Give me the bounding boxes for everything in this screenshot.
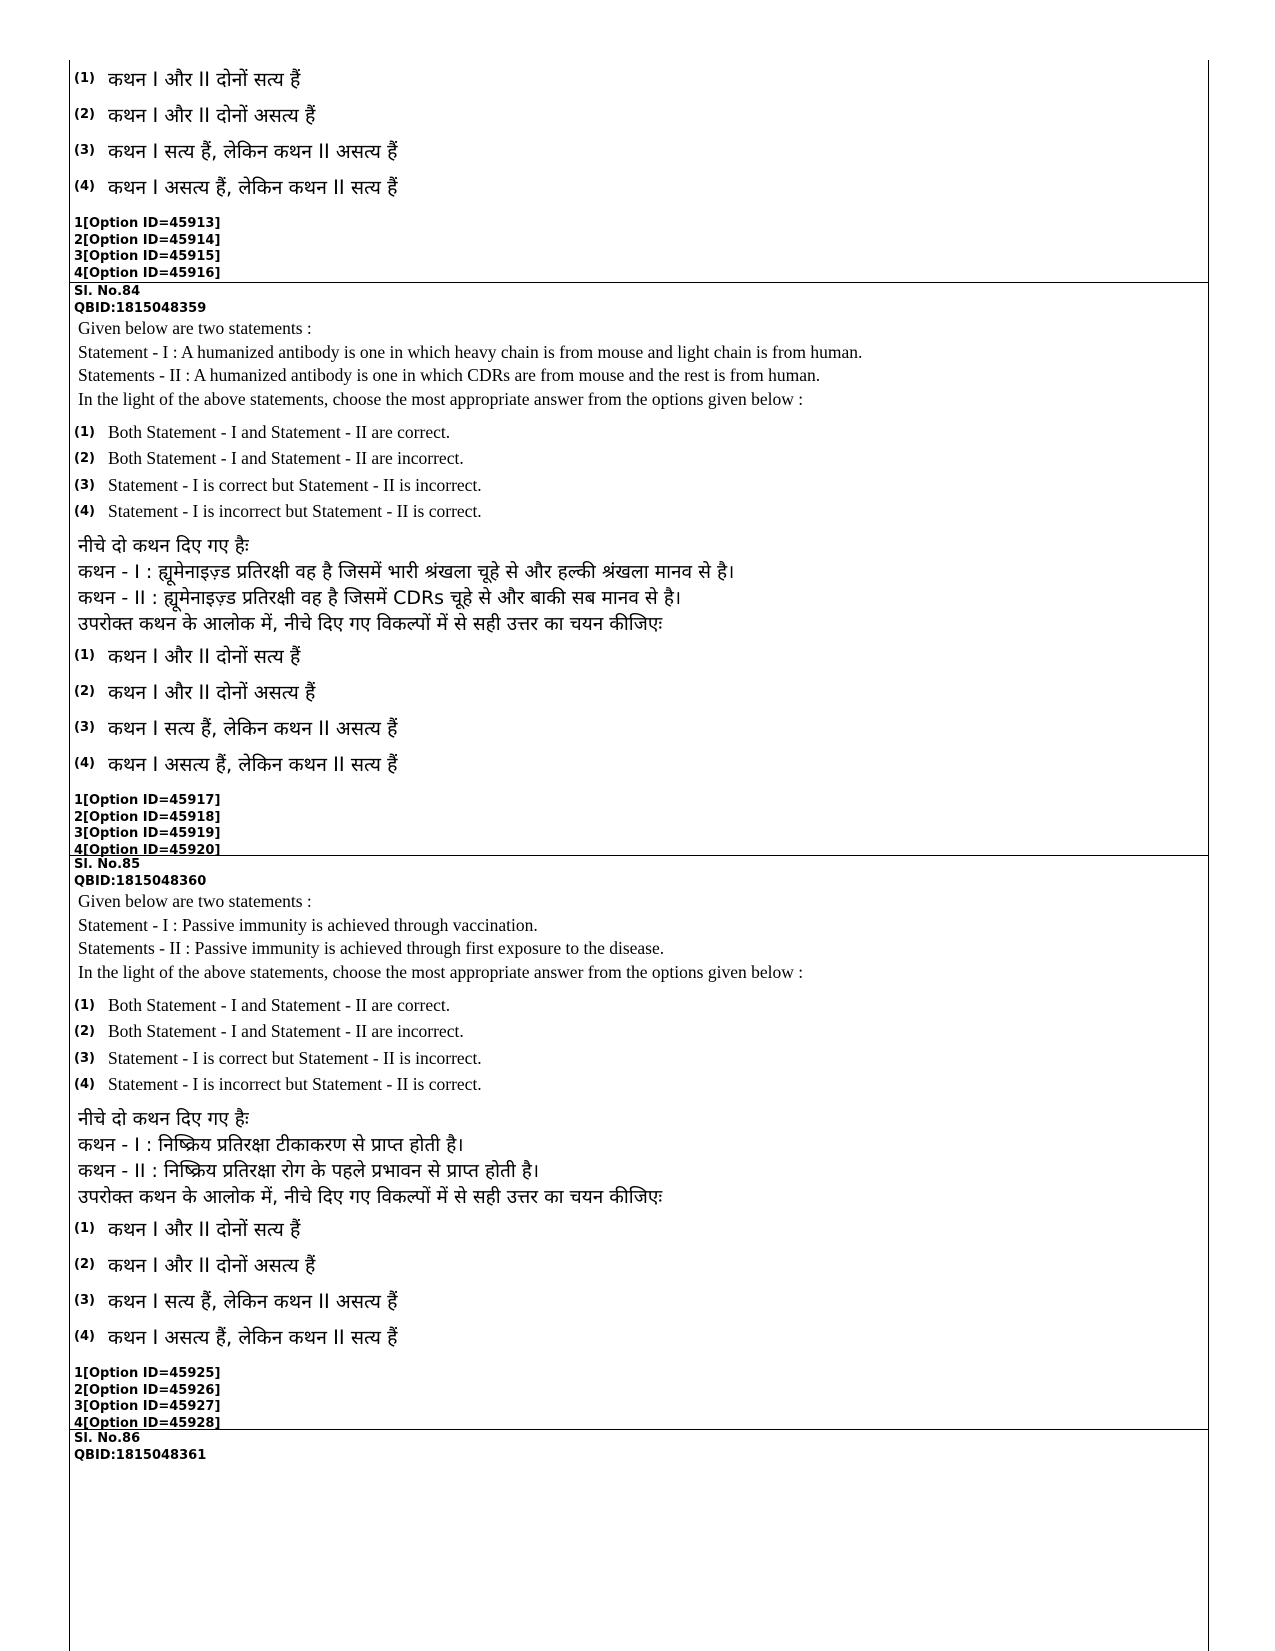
option-id: 3[Option ID=45927] [74, 1399, 221, 1414]
hindi-option-4: (4) कथन I असत्य हैं, लेकिन कथन II सत्य हैं [74, 175, 398, 199]
option-id: 4[Option ID=45916] [74, 265, 221, 281]
hindi-stem: नीचे दो कथन दिए गए हैः कथन - I : निष्क्रिय प्रतिरक्षा टीकाकरण से प्राप्त होती है। कथन - II : निष्क्रिय प्रतिरक्षा रोग के पहले प्रभावन से प्राप्त होती है। उपरोक्त कथन के आलोक में, नीचे दिए गए विकल्पों में से सही उत्तर का चयन कीजिएः [78, 1108, 663, 1208]
question-86 [69, 1431, 1207, 1464]
question-separator [69, 855, 1208, 856]
hindi-option-2: (2) कथन I और II दोनों असत्य हैं [74, 680, 316, 704]
question-separator [69, 282, 1208, 283]
option-id: 3[Option ID=45919] [74, 826, 221, 841]
option-id-list [74, 216, 1207, 282]
english-option-1: (1) Both Statement - I and Statement - II are correct. [74, 994, 451, 1015]
english-option-2: (2) Both Statement - I and Statement - II are incorrect. [74, 448, 464, 469]
question-83-fragment [69, 60, 1207, 282]
english-option-2: (2) Both Statement - I and Statement - II are incorrect. [74, 1021, 464, 1042]
hindi-option-3: (3) कथन I सत्य हैं, लेकिन कथन II असत्य हैं [74, 139, 398, 163]
option-id: 2[Option ID=45926] [74, 1382, 221, 1398]
english-option-3: (3) Statement - I is correct but Statement - II is incorrect. [74, 1047, 482, 1068]
option-id: 2[Option ID=45918] [74, 809, 221, 825]
hindi-option-3: (3) कथन I सत्य हैं, लेकिन कथन II असत्य हैं [74, 716, 398, 740]
qbid: QBID:1815048359 [74, 300, 207, 316]
question-84 [69, 284, 1207, 859]
hindi-option-2: (2) कथन I और II दोनों असत्य हैं [74, 1253, 316, 1277]
hindi-stem: नीचे दो कथन दिए गए हैः कथन - I : ह्यूमेनाइज़्ड प्रतिरक्षी वह है जिसमें भारी श्रंखला चूहे से और हल्की श्रंखला मानव से है। कथन - II : ह्यूमेनाइज़्ड प्रतिरक्षी वह है जिसमें CDRs चूहे से और बाकी सब मानव से है। उपरोक्त कथन के आलोक में, नीचे दिए गए विकल्पों में से सही उत्तर का चयन कीजिएः [78, 535, 735, 635]
option-id: 3[Option ID=45915] [74, 249, 221, 264]
qbid: QBID:1815048360 [74, 873, 207, 889]
question-85 [69, 857, 1207, 1432]
option-id: 2[Option ID=45914] [74, 232, 221, 248]
qbid: QBID:1815048361 [74, 1447, 207, 1463]
english-stem: Given below are two statements : Statement - I : Passive immunity is achieved through vaccination. Statements - II : Passive immunity is achieved through first exposure to the disease. In the light of the above statements, choose the most appropriate answer from the options given below : [78, 891, 804, 982]
option-id: 4[Option ID=45928] [74, 1415, 221, 1431]
english-stem: Given below are two statements : Statement - I : A humanized antibody is one in which heavy chain is from mouse and light chain is from human. Statements - II : A humanized antibody is one in which CDRs are from mouse and the rest is from human. In the light of the above statements, choose the most appropriate answer from the options given below : [78, 318, 863, 409]
serial-number: Sl. No.86 [74, 1431, 141, 1446]
hindi-option-3: (3) कथन I सत्य हैं, लेकिन कथन II असत्य हैं [74, 1289, 398, 1313]
serial-number: Sl. No.85 [74, 857, 141, 872]
english-option-1: (1) Both Statement - I and Statement - II are correct. [74, 421, 451, 442]
hindi-option-1: (1) कथन I और II दोनों सत्य हैं [74, 67, 301, 91]
english-option-3: (3) Statement - I is correct but Statement - II is incorrect. [74, 474, 482, 495]
option-id: 1[Option ID=45913] [74, 216, 221, 231]
hindi-option-4: (4) कथन I असत्य हैं, लेकिन कथन II सत्य हैं [74, 752, 398, 776]
english-option-4: (4) Statement - I is incorrect but Statement - II is correct. [74, 1074, 482, 1095]
hindi-option-2: (2) कथन I और II दोनों असत्य हैं [74, 103, 316, 127]
option-id: 1[Option ID=45917] [74, 793, 221, 808]
option-id: 1[Option ID=45925] [74, 1366, 221, 1381]
english-option-4: (4) Statement - I is incorrect but Statement - II is correct. [74, 501, 482, 522]
hindi-option-4: (4) कथन I असत्य हैं, लेकिन कथन II सत्य हैं [74, 1325, 398, 1349]
hindi-option-1: (1) कथन I और II दोनों सत्य हैं [74, 1217, 301, 1241]
question-separator [69, 1429, 1208, 1430]
serial-number: Sl. No.84 [74, 284, 141, 299]
option-id-list [74, 1366, 1207, 1432]
option-id-list [74, 793, 1207, 859]
option-id: 4[Option ID=45920] [74, 842, 221, 858]
hindi-option-1: (1) कथन I और II दोनों सत्य हैं [74, 644, 301, 668]
